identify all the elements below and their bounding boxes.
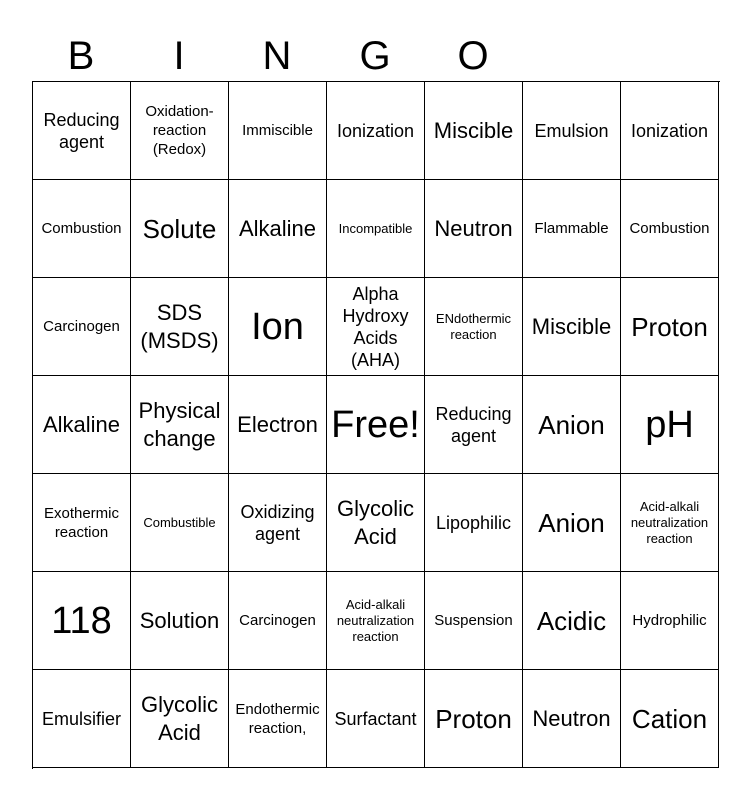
bingo-cell[interactable]: Alkaline	[33, 376, 131, 474]
bingo-cell[interactable]: Glycolic Acid	[131, 670, 229, 768]
bingo-cell[interactable]: Combustible	[131, 474, 229, 572]
bingo-cell[interactable]: Hydrophilic	[621, 572, 719, 670]
bingo-cell[interactable]: Solute	[131, 180, 229, 278]
bingo-cell[interactable]: Solution	[131, 572, 229, 670]
bingo-cell[interactable]: Reducing agent	[33, 82, 131, 180]
header-letter-g: G	[359, 34, 391, 78]
bingo-cell[interactable]: ENdothermic reaction	[425, 278, 523, 376]
bingo-cell[interactable]: Physical change	[131, 376, 229, 474]
bingo-cell[interactable]: Anion	[523, 474, 621, 572]
bingo-cell[interactable]: Alkaline	[229, 180, 327, 278]
bingo-cell[interactable]: Emulsifier	[33, 670, 131, 768]
bingo-cell[interactable]: Incompatible	[327, 180, 425, 278]
bingo-free-cell[interactable]: Free!	[327, 376, 425, 474]
bingo-cell[interactable]: Suspension	[425, 572, 523, 670]
bingo-cell[interactable]: Immiscible	[229, 82, 327, 180]
bingo-cell[interactable]: Emulsion	[523, 82, 621, 180]
bingo-cell[interactable]: Neutron	[425, 180, 523, 278]
header-letter-i: I	[173, 34, 185, 78]
bingo-cell[interactable]: Miscible	[425, 82, 523, 180]
bingo-header	[32, 28, 718, 80]
bingo-cell[interactable]: Ionization	[327, 82, 425, 180]
bingo-cell[interactable]: Miscible	[523, 278, 621, 376]
bingo-cell[interactable]: Lipophilic	[425, 474, 523, 572]
bingo-cell[interactable]: Neutron	[523, 670, 621, 768]
bingo-cell[interactable]: Oxidation- reaction (Redox)	[131, 82, 229, 180]
bingo-cell[interactable]: Combustion	[621, 180, 719, 278]
bingo-board	[32, 81, 720, 769]
bingo-cell[interactable]: Surfactant	[327, 670, 425, 768]
bingo-cell[interactable]: Proton	[621, 278, 719, 376]
header-letter-n: N	[262, 34, 292, 78]
bingo-cell[interactable]: Endothermic reaction,	[229, 670, 327, 768]
bingo-cell[interactable]: Combustion	[33, 180, 131, 278]
header-letter-o: O	[457, 34, 489, 78]
bingo-cell[interactable]: Ionization	[621, 82, 719, 180]
bingo-cell[interactable]: Acid-alkali neutralization reaction	[327, 572, 425, 670]
bingo-cell[interactable]: Glycolic Acid	[327, 474, 425, 572]
bingo-cell[interactable]: 118	[33, 572, 131, 670]
bingo-cell[interactable]: Ion	[229, 278, 327, 376]
bingo-cell[interactable]: SDS (MSDS)	[131, 278, 229, 376]
bingo-cell[interactable]: Carcinogen	[229, 572, 327, 670]
bingo-cell[interactable]: Anion	[523, 376, 621, 474]
bingo-cell[interactable]: Exothermic reaction	[33, 474, 131, 572]
bingo-cell[interactable]: Oxidizing agent	[229, 474, 327, 572]
bingo-cell[interactable]: Flammable	[523, 180, 621, 278]
bingo-cell[interactable]: Cation	[621, 670, 719, 768]
bingo-cell[interactable]: pH	[621, 376, 719, 474]
bingo-cell[interactable]: Acidic	[523, 572, 621, 670]
bingo-cell[interactable]: Acid-alkali neutralization reaction	[621, 474, 719, 572]
bingo-cell[interactable]: Electron	[229, 376, 327, 474]
bingo-cell[interactable]: Reducing agent	[425, 376, 523, 474]
bingo-cell[interactable]: Proton	[425, 670, 523, 768]
bingo-cell[interactable]: Carcinogen	[33, 278, 131, 376]
header-letter-b: B	[67, 34, 95, 78]
bingo-cell[interactable]: Alpha Hydroxy Acids (AHA)	[327, 278, 425, 376]
